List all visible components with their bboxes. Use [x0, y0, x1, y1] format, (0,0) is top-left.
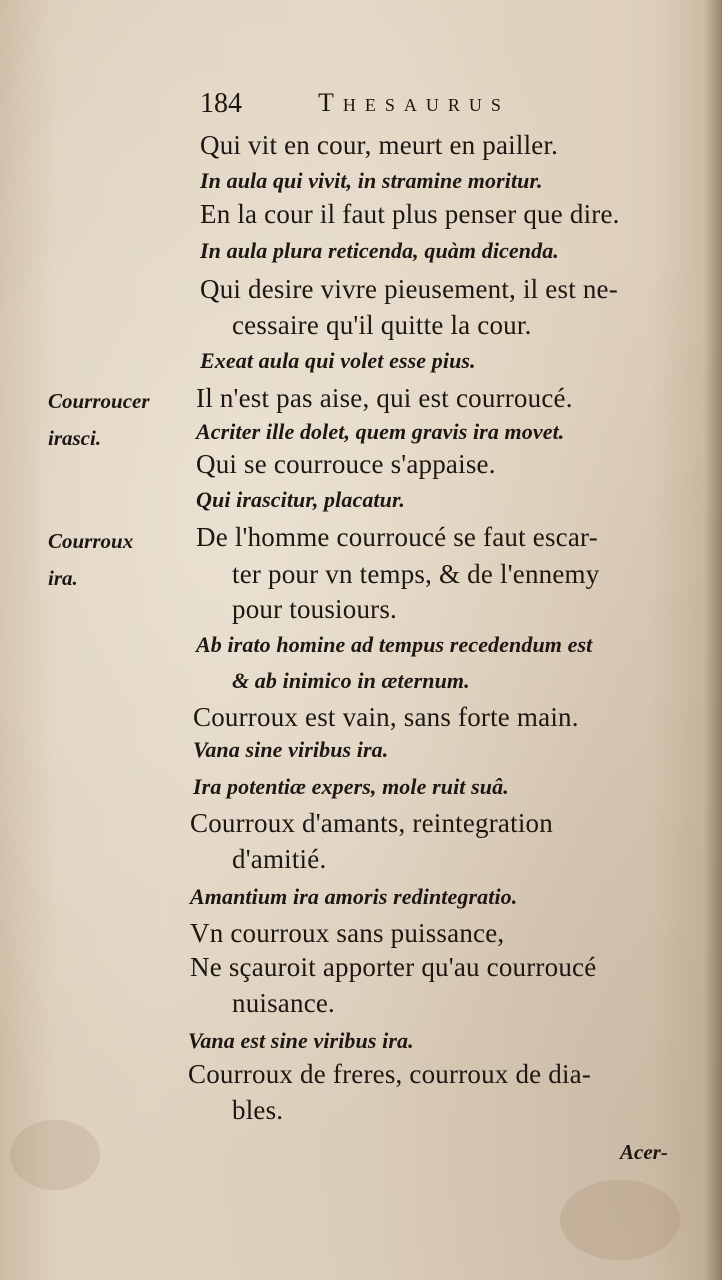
proverb-line: Vn courroux sans puissance,: [190, 918, 505, 948]
proverb-line: Qui desire vivre pieusement, il est ne-: [200, 274, 618, 304]
latin-line: Ab irato homine ad tempus recedendum est: [196, 632, 593, 657]
proverb-line: cessaire qu'il quitte la cour.: [232, 310, 532, 340]
proverb-line: bles.: [232, 1095, 284, 1125]
proverb-line: Il n'est pas aise, qui est courroucé.: [196, 383, 573, 413]
proverb-line: nuisance.: [232, 988, 336, 1018]
proverb-line: De l'homme courroucé se faut escar-: [196, 522, 598, 552]
margin-note: Courroucer: [48, 389, 150, 413]
latin-line: & ab inimico in æternum.: [232, 668, 470, 693]
margin-note: Courroux: [48, 529, 134, 553]
proverb-line: Qui vit en cour, meurt en pailler.: [200, 130, 559, 160]
latin-line: In aula plura reticenda, quàm dicenda.: [200, 238, 559, 263]
proverb-line: ter pour vn temps, & de l'ennemy: [232, 559, 600, 589]
margin-note: ira.: [48, 566, 78, 590]
page-number: 184: [200, 88, 242, 119]
proverb-line: Ne sçauroit apporter qu'au courroucé: [190, 952, 597, 982]
latin-line: Ira potentiæ expers, mole ruit suâ.: [193, 774, 509, 799]
latin-line: Exeat aula qui volet esse pius.: [200, 348, 476, 373]
paper-stain: [560, 1180, 680, 1260]
proverb-line: d'amitié.: [232, 844, 327, 874]
catchword: Acer-: [620, 1140, 668, 1164]
latin-line: In aula qui vivit, in stramine moritur.: [200, 168, 543, 193]
margin-note: irasci.: [48, 426, 102, 450]
paper-stain: [10, 1120, 100, 1190]
latin-line: Qui irascitur, placatur.: [196, 487, 406, 512]
latin-line: Vana sine viribus ira.: [193, 737, 389, 762]
latin-line: Amantium ira amoris redintegratio.: [190, 884, 518, 909]
proverb-line: Courroux d'amants, reintegration: [190, 808, 553, 838]
proverb-line: Courroux de freres, courroux de dia-: [188, 1059, 592, 1089]
proverb-line: Courroux est vain, sans forte main.: [193, 702, 579, 732]
proverb-line: Qui se courrouce s'appaise.: [196, 449, 496, 479]
latin-line: Acriter ille dolet, quem gravis ira movet.: [196, 419, 565, 444]
proverb-line: En la cour il faut plus penser que dire.: [200, 199, 620, 229]
proverb-line: pour tousiours.: [232, 594, 397, 624]
latin-line: Vana est sine viribus ira.: [188, 1028, 414, 1053]
page-edge-shadow: [704, 0, 722, 1280]
running-title: Thesaurus: [318, 88, 510, 117]
